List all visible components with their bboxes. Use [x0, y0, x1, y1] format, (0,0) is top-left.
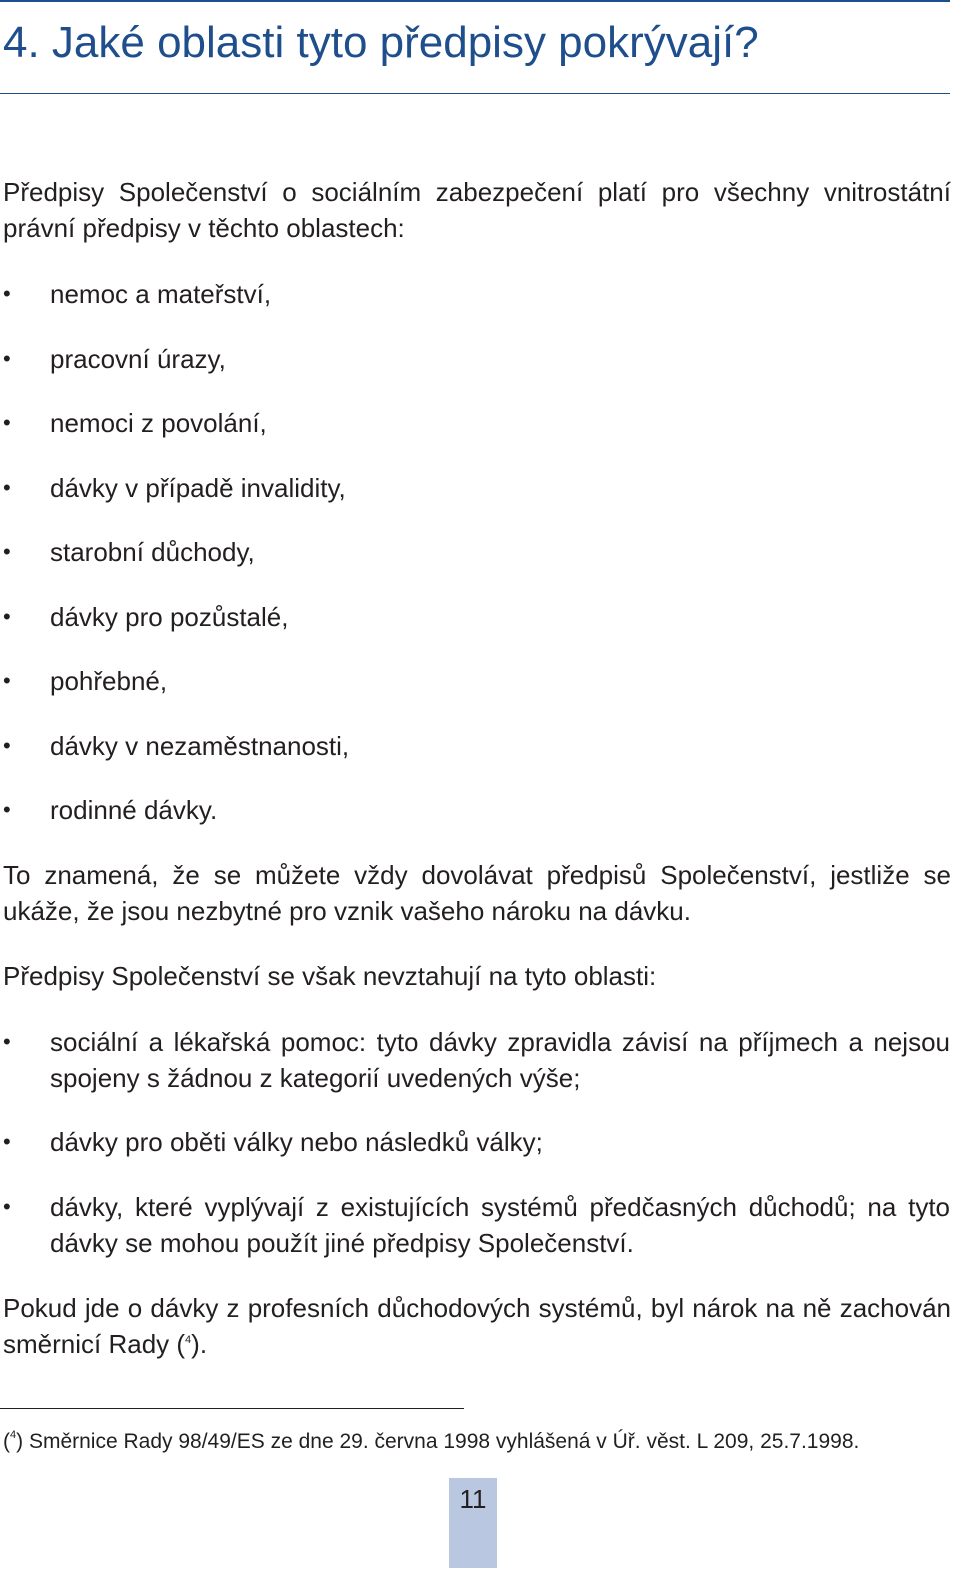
heading-underline	[0, 93, 950, 94]
bullet-icon: •	[3, 539, 11, 564]
bullet-icon: •	[3, 410, 11, 435]
meaning-paragraph: To znamená, že se můžete vždy dovolávat předpisů Společenství, jestliže se ukáže, že jsou nezbytné pro vznik vašeho nároku na dávku.	[3, 860, 951, 926]
list-item-text: sociální a lékařská pomoc: tyto dávky zpravidla závisí na příjmech a nejsou spojeny s žádnou z kategorií uvedených výše;	[50, 1027, 950, 1093]
bullet-icon: •	[3, 281, 11, 306]
list-item-text: pracovní úrazy,	[50, 344, 226, 374]
top-rule	[0, 0, 950, 2]
footnote	[3, 1428, 859, 1456]
list-item-text: dávky pro pozůstalé,	[50, 602, 289, 632]
list-item-text: starobní důchody,	[50, 537, 255, 567]
footnote-divider	[0, 1408, 464, 1409]
bullet-icon: •	[3, 1129, 11, 1154]
exclusions-intro: Předpisy Společenství se však nevztahují na tyto oblasti:	[3, 961, 657, 991]
footnote-number: 4	[10, 1429, 17, 1441]
pension-text: Pokud jde o dávky z profesních důchodových systémů, byl nárok na ně zachován směrnicí Rady (	[3, 1293, 951, 1359]
list-item-text: dávky v nezaměstnanosti,	[50, 731, 350, 761]
bullet-icon: •	[3, 604, 11, 629]
footnote-open: (	[3, 1430, 10, 1453]
page-number: 11	[459, 1484, 487, 1514]
footnote-ref: 4	[185, 1334, 192, 1346]
pension-paragraph	[3, 1290, 951, 1362]
list-item-text: dávky, které vyplývají z existujících systémů předčasných důchodů; na tyto dávky se mohou použít jiné předpisy Společenství.	[50, 1192, 950, 1258]
intro-paragraph: Předpisy Společenství o sociálním zabezpečení platí pro všechny vnitrostátní právní předpisy v těchto oblastech:	[3, 177, 951, 243]
bullet-icon: •	[3, 733, 11, 758]
bullet-icon: •	[3, 668, 11, 693]
list-item-text: pohřebné,	[50, 666, 168, 696]
bullet-icon: •	[3, 1194, 11, 1219]
bullet-icon: •	[3, 797, 11, 822]
bullet-icon: •	[3, 475, 11, 500]
list-item-text: dávky pro oběti války nebo následků války;	[50, 1127, 543, 1157]
section-heading: 4. Jaké oblasti tyto předpisy pokrývají?	[3, 18, 759, 67]
page-number-tab	[449, 1478, 497, 1568]
list-item-text: nemoci z povolání,	[50, 408, 267, 438]
footnote-text: ) Směrnice Rady 98/49/ES ze dne 29. června 1998 vyhlášená v Úř. věst. L 209, 25.7.1998.	[16, 1430, 860, 1453]
pension-end: ).	[191, 1329, 208, 1359]
list-item-text: rodinné dávky.	[50, 795, 218, 825]
bullet-icon: •	[3, 346, 11, 371]
bullet-icon: •	[3, 1029, 11, 1054]
list-item-text: nemoc a mateřství,	[50, 279, 272, 309]
list-item-text: dávky v případě invalidity,	[50, 473, 346, 503]
